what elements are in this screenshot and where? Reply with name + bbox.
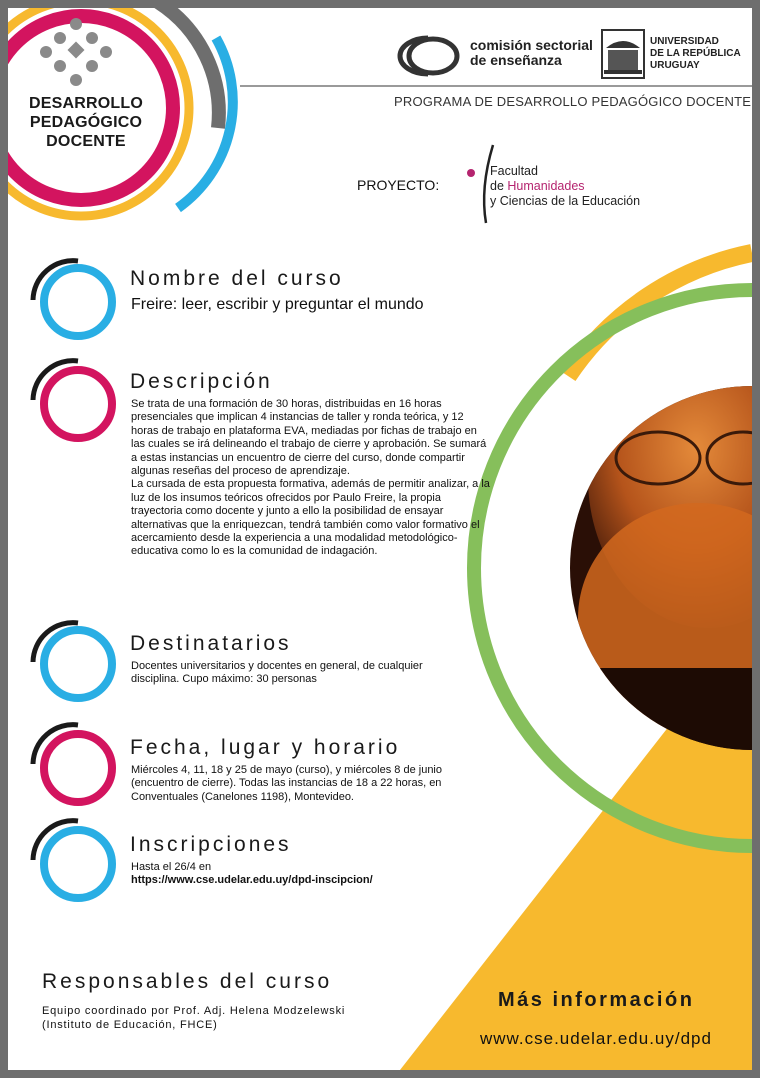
cse-logo-text: comisión sectorial de enseñanza [470,37,593,68]
cse-logo-icon [400,38,457,74]
description-body [131,398,493,559]
inscripciones-body: Hasta el 26/4 en https://www.cse.udelar.edu.uy/dpd-inscipcion/ [131,861,373,887]
course-name: Freire: leer, escribir y preguntar el mundo [131,296,424,313]
program-title: PROGRAMA DE DESARROLLO PEDAGÓGICO DOCENTE [394,94,752,109]
section-title-destinatarios: Destinatarios [130,632,292,655]
header-divider [240,85,752,87]
section-ring-nombre [33,261,112,336]
dpd-logo-text: DESARROLLO PEDAGÓGICO DOCENTE [29,95,143,150]
inscripcion-link[interactable]: https://www.cse.udelar.edu.uy/dpd-inscipcion/ [131,874,373,887]
section-ring-destinatarios [33,623,112,698]
fhce-logo-text: Facultad de Humanidades y Ciencias de la Educación [490,164,641,208]
section-ring-fecha [33,725,112,802]
mas-info-title: Más información [498,989,695,1011]
yellow-arc [568,253,752,376]
section-title-fecha: Fecha, lugar y horario [130,736,401,759]
fecha-body: Miércoles 4, 11, 18 y 25 de mayo (curso), y miércoles 8 de junio (encuentro de cierre). Todas las instancias de 18 a 22 horas, en Conventuales (Canelones 1198), Montevideo. [131,764,442,803]
description-paragraph-2: La cursada de esta propuesta formativa, además de permitir analizar, a la luz de los insumos teóricos ofrecidos por Paulo Freire, la propia trayectoria como docente y junto a ello la posibilidad de ensayar alternativas que la enriquezcan, tendrá también como valor formativo el acercamiento desde la experiencia a una modalidad metodológico-educativa como lo es la comunidad de indagación. [131,478,490,558]
section-title-inscripciones: Inscripciones [130,833,292,856]
section-title-descripcion: Descripción [130,370,273,393]
portrait-photo [568,328,752,758]
responsables-title: Responsables del curso [42,970,333,993]
section-title-nombre: Nombre del curso [130,267,344,290]
flyer-page [8,8,752,1070]
mas-info-link[interactable]: www.cse.udelar.edu.uy/dpd [480,1029,712,1048]
proyecto-label: PROYECTO: [357,177,440,193]
section-ring-inscripciones [33,821,112,898]
destinatarios-body: Docentes universitarios y docentes en general, de cualquier disciplina. Cupo máximo: 30 personas [131,660,423,686]
udelar-logo-text: UNIVERSIDAD DE LA REPÚBLICA URUGUAY [650,36,741,71]
responsables-body: Equipo coordinado por Prof. Adj. Helena Modzelewski (Instituto de Educación, FHCE) [42,1005,346,1031]
description-paragraph-1: Se trata de una formación de 30 horas, distribuidas en 16 horas presenciales que implican 4 instancias de taller y ronda teórica, y 12 horas de trabajo en plataforma EVA, mediadas por fichas de trabajo en las cuales se irá delineando el trabajo de cierre y aprobación. Se sumará a estas instancias un encuentro de cierre del curso, donde compartir algunas reseñas del proceso de aprendizaje. [131,398,487,478]
section-ring-descripcion [33,361,112,438]
udelar-logo-icon [602,30,644,78]
